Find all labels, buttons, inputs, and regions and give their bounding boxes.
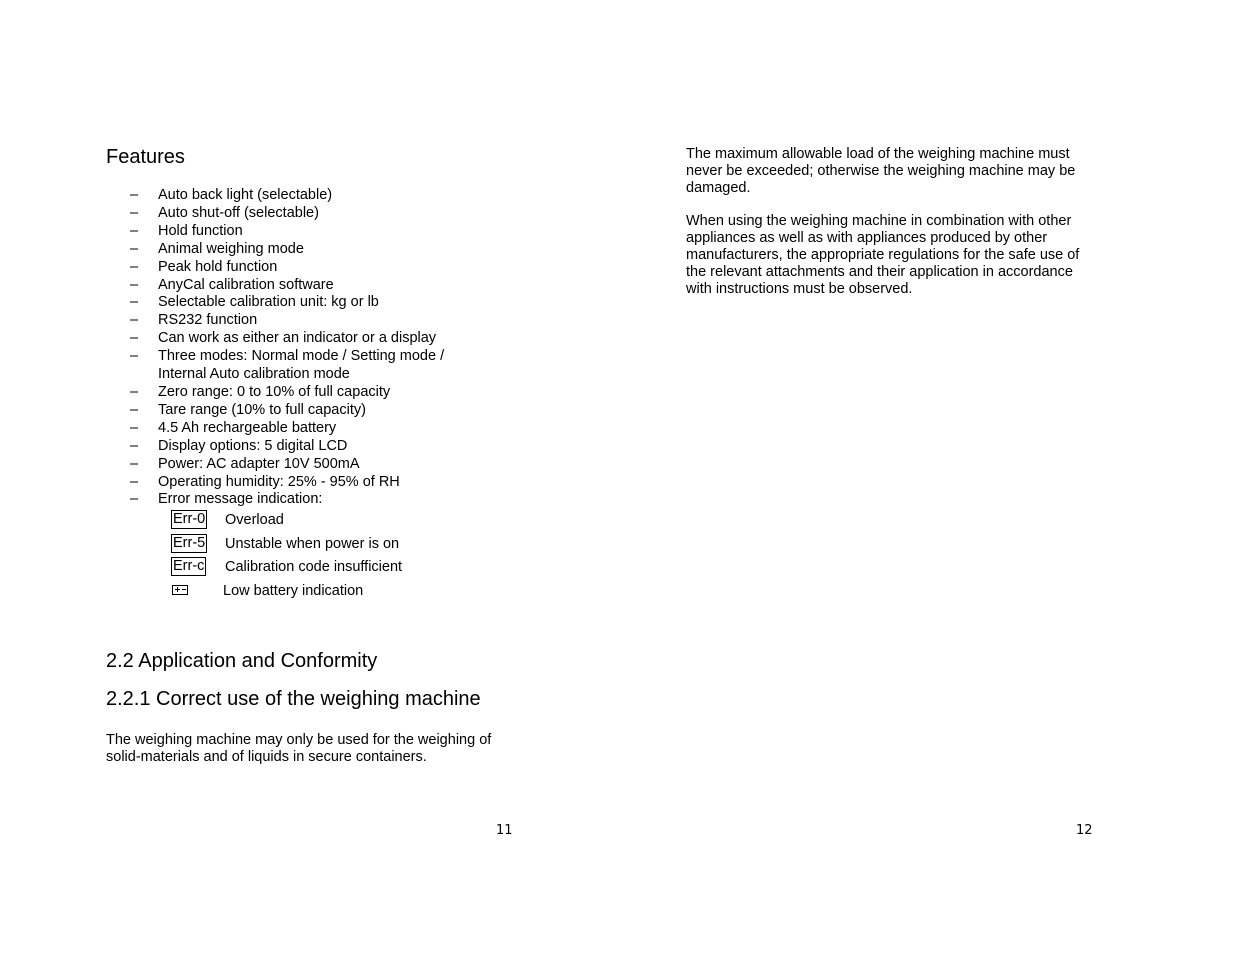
bullet-dash: – xyxy=(130,204,139,221)
feature-text: Hold function xyxy=(158,222,243,239)
bullet-dash: – xyxy=(130,240,139,257)
error-code-box: Err-0 xyxy=(173,511,206,527)
page-number-right: 12 xyxy=(1076,823,1093,838)
list-item xyxy=(130,312,550,330)
error-description: Low battery indication xyxy=(223,582,364,599)
page-number-left: 11 xyxy=(496,823,513,838)
feature-text: Tare range (10% to full capacity) xyxy=(158,401,366,418)
bullet-dash: – xyxy=(130,491,139,508)
feature-text: Error message indication: xyxy=(158,491,323,508)
list-item xyxy=(130,330,550,348)
feature-text: 4.5 Ah rechargeable battery xyxy=(158,419,337,436)
error-description: Overload xyxy=(225,512,284,528)
bullet-dash: – xyxy=(130,419,139,436)
bullet-dash: – xyxy=(130,330,139,347)
feature-text: Can work as either an indicator or a display xyxy=(158,330,437,347)
bullet-dash: – xyxy=(130,312,139,329)
feature-text: Power: AC adapter 10V 500mA xyxy=(158,455,360,472)
feature-text: AnyCal calibration software xyxy=(158,276,334,293)
bullet-dash: – xyxy=(130,294,139,311)
list-item xyxy=(130,277,550,295)
error-code-box: Err-c xyxy=(173,558,205,575)
list-item xyxy=(130,491,550,509)
feature-text: Auto shut-off (selectable) xyxy=(158,204,319,221)
list-item xyxy=(130,223,550,241)
bullet-dash: – xyxy=(130,187,139,203)
list-item xyxy=(130,474,550,492)
list-item xyxy=(130,402,550,420)
error-description: Unstable when power is on xyxy=(225,535,400,552)
bullet-dash: – xyxy=(130,437,139,454)
feature-text: Zero range: 0 to 10% of full capacity xyxy=(158,383,391,400)
bullet-dash: – xyxy=(130,383,139,400)
list-item xyxy=(130,205,550,223)
feature-text: Animal weighing mode xyxy=(158,240,304,257)
list-item xyxy=(130,241,550,259)
feature-text: RS232 function xyxy=(158,312,258,329)
combination-use-paragraph: When using the weighing machine in combination with other appliances as well as with appliances produced by other manufacturers, the appropriate regulations for the safe use of the relevant attachments and their application in accordance with instructions must be observed. xyxy=(686,213,1080,297)
list-item xyxy=(130,294,550,312)
bullet-dash: – xyxy=(130,401,139,418)
feature-text: Operating humidity: 25% - 95% of RH xyxy=(158,473,400,490)
bullet-dash: – xyxy=(130,276,139,293)
max-load-paragraph: The maximum allowable load of the weighing machine must never be exceeded; otherwise the weighing machine may be damaged. xyxy=(686,146,1076,196)
error-description: Calibration code insufficient xyxy=(225,559,403,576)
low-battery-icon xyxy=(172,585,188,595)
list-item xyxy=(130,420,550,438)
section-heading: 2.2 Application and Conformity xyxy=(106,650,378,672)
feature-text: Display options: 5 digital LCD xyxy=(158,437,348,454)
bullet-dash: – xyxy=(130,348,139,365)
bullet-dash: – xyxy=(130,222,139,239)
list-item xyxy=(130,456,550,474)
feature-text: Selectable calibration unit: kg or lb xyxy=(158,294,379,311)
bullet-dash: – xyxy=(130,258,139,275)
subsection-heading: 2.2.1 Correct use of the weighing machine xyxy=(106,688,481,710)
bullet-dash: – xyxy=(130,455,139,472)
list-item xyxy=(130,438,550,456)
feature-text: Three modes: Normal mode / Setting mode / Internal Auto calibration mode xyxy=(158,348,445,383)
features-list xyxy=(130,187,550,509)
list-item xyxy=(130,384,550,402)
feature-text: Peak hold function xyxy=(158,258,278,275)
list-item xyxy=(130,187,550,205)
bullet-dash: – xyxy=(130,473,139,490)
feature-text: Auto back light (selectable) xyxy=(158,187,333,203)
error-code-box: Err-5 xyxy=(173,534,206,551)
list-item xyxy=(130,348,458,384)
correct-use-paragraph: The weighing machine may only be used for the weighing of solid-materials and of liquids in secure containers. xyxy=(106,732,492,765)
features-heading: Features xyxy=(106,146,185,168)
list-item xyxy=(130,259,550,277)
